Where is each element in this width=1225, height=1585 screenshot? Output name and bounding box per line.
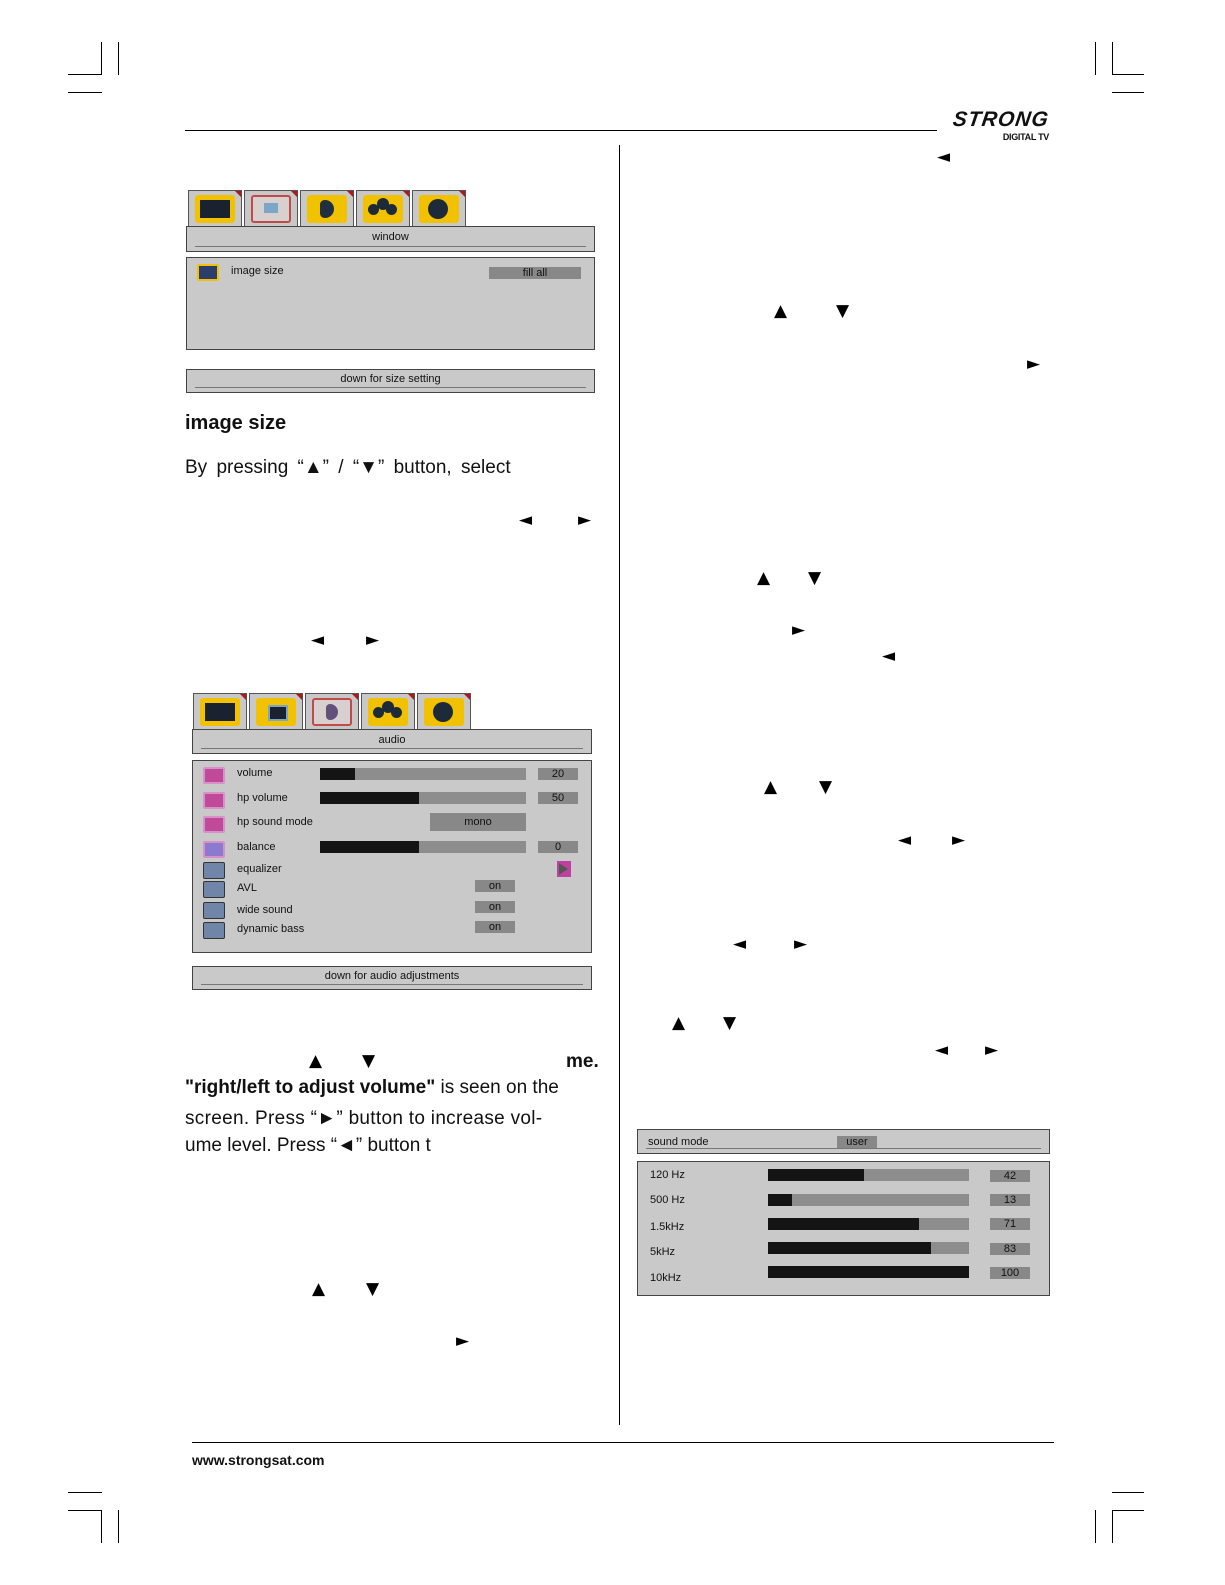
hp-sound-mode-value[interactable]: mono (430, 813, 526, 831)
crop-mark (101, 1510, 102, 1543)
crop-mark (68, 92, 102, 93)
brand-name: STRONG (951, 108, 1051, 131)
dynamic-bass-icon (203, 922, 225, 939)
volume-icon (203, 767, 225, 784)
down-arrow: ▼ (723, 1013, 737, 1033)
text-fragment: me. (566, 1051, 599, 1072)
band-label: 5kHz (650, 1246, 676, 1258)
right-arrow: ► (366, 630, 380, 650)
image-size-icon (197, 264, 219, 281)
band-label: 500 Hz (650, 1194, 685, 1206)
crop-mark (1112, 92, 1144, 93)
hint-bar (186, 369, 595, 393)
avl-icon (203, 881, 225, 898)
equalizer-submenu-arrow-icon[interactable] (557, 861, 571, 877)
tv-icon (195, 195, 235, 223)
left-arrow: ◄ (882, 646, 896, 666)
volume-value: 20 (538, 768, 578, 780)
band-slider[interactable] (768, 1242, 969, 1254)
crop-mark (68, 1510, 102, 1511)
volume-label: volume (237, 767, 273, 779)
up-arrow: ▲ (764, 777, 778, 797)
tab-install[interactable] (417, 693, 471, 729)
volume-instruction-bold: "right/left to adjust volume" (185, 1077, 436, 1098)
resize-icon (256, 698, 296, 726)
right-arrow: ► (456, 1331, 470, 1351)
menu-title: window (372, 231, 409, 243)
tab-picture[interactable] (188, 190, 242, 226)
audio-menu (192, 693, 597, 998)
sound-mode-value[interactable]: user (837, 1136, 877, 1148)
image-size-value[interactable]: fill all (489, 267, 581, 279)
hp-volume-value: 50 (538, 792, 578, 804)
crop-mark (118, 1510, 119, 1543)
crop-mark (1095, 1510, 1096, 1543)
features-icon (368, 698, 408, 726)
right-arrow: ► (792, 620, 806, 640)
crop-mark (1112, 1510, 1113, 1543)
tab-audio[interactable] (300, 190, 354, 226)
column-divider (619, 145, 620, 1425)
down-arrow: ▼ (819, 777, 833, 797)
left-arrow: ◄ (311, 630, 325, 650)
avl-value[interactable]: on (475, 880, 515, 892)
dynamic-bass-value[interactable]: on (475, 921, 515, 933)
tab-window[interactable] (249, 693, 303, 729)
crop-mark (1095, 42, 1096, 75)
tab-features[interactable] (361, 693, 415, 729)
down-arrow: ▼ (836, 301, 850, 321)
band-slider[interactable] (768, 1218, 969, 1230)
band-value: 42 (990, 1170, 1030, 1182)
band-slider[interactable] (768, 1266, 969, 1278)
left-arrow: ◄ (519, 510, 533, 530)
right-arrow: ► (794, 934, 808, 954)
band-value: 71 (990, 1218, 1030, 1230)
section-heading: image size (185, 412, 287, 434)
crop-mark (1112, 42, 1113, 75)
tab-features[interactable] (356, 190, 410, 226)
band-value: 83 (990, 1243, 1030, 1255)
tab-install[interactable] (412, 190, 466, 226)
wide-sound-icon (203, 902, 225, 919)
hp-volume-label: hp volume (237, 792, 288, 804)
brand-subtitle: DIGITAL TV (1002, 132, 1049, 142)
up-arrow: ▲ (312, 1279, 326, 1299)
balance-label: balance (237, 841, 276, 853)
volume-decrease-line: ume level. Press “◄” button t (185, 1135, 431, 1156)
left-arrow: ◄ (898, 830, 912, 850)
volume-instruction-line (185, 1076, 559, 1100)
sound-mode-bar (637, 1129, 1050, 1154)
balance-icon (203, 841, 225, 858)
menu-title: audio (378, 734, 406, 746)
window-menu (186, 190, 601, 400)
crop-mark (68, 1492, 102, 1493)
right-arrow: ► (985, 1040, 999, 1060)
band-label: 10kHz (650, 1272, 682, 1284)
down-arrow: ▼ (808, 568, 822, 588)
image-size-label: image size (231, 265, 284, 277)
menu-title-bar (186, 226, 595, 252)
menu-panel (186, 257, 595, 350)
band-slider[interactable] (768, 1194, 969, 1206)
balance-value: 0 (538, 841, 578, 853)
hp-volume-icon (203, 792, 225, 809)
features-icon (363, 195, 403, 223)
hint-text: down for audio adjustments (324, 970, 460, 982)
crop-mark (68, 74, 102, 75)
band-value: 100 (990, 1267, 1030, 1279)
balance-slider[interactable] (320, 841, 526, 853)
dynamic-bass-label: dynamic bass (237, 923, 305, 935)
hp-sound-mode-icon (203, 816, 225, 833)
left-arrow: ◄ (733, 934, 747, 954)
left-arrow: ◄ (935, 1040, 949, 1060)
tab-audio[interactable] (305, 693, 359, 729)
footer-url[interactable]: www.strongsat.com (192, 1452, 325, 1468)
header-rule (185, 130, 937, 131)
brand-logo (945, 108, 1055, 148)
hint-bar (192, 966, 592, 990)
up-arrow: ▲ (672, 1013, 686, 1033)
menu-title-bar (192, 729, 592, 754)
equalizer-panel (637, 1161, 1050, 1296)
crop-mark (1112, 1510, 1144, 1511)
install-icon (424, 698, 464, 726)
resize-icon (251, 195, 291, 223)
hp-sound-mode-label: hp sound mode (237, 816, 313, 828)
hp-volume-slider[interactable] (320, 792, 526, 804)
volume-instruction-rest: is seen on the (435, 1077, 559, 1098)
volume-increase-line: screen. Press “►” button to increase vol- (185, 1108, 543, 1129)
tv-icon (200, 698, 240, 726)
up-arrow: ▲ (757, 568, 771, 588)
crop-mark (1112, 74, 1144, 75)
right-arrow: ► (952, 830, 966, 850)
audio-panel (192, 760, 592, 953)
footer-rule (192, 1442, 1054, 1443)
down-arrow: ▼ (362, 1051, 376, 1071)
crop-mark (101, 42, 102, 75)
up-arrow: ▲ (309, 1051, 323, 1071)
avl-label: AVL (237, 882, 257, 894)
crop-mark (1112, 1492, 1144, 1493)
equalizer-label: equalizer (237, 863, 282, 875)
down-arrow: ▼ (366, 1279, 380, 1299)
crop-mark (118, 42, 119, 75)
hint-text: down for size setting (340, 373, 441, 385)
sound-mode-menu (637, 1129, 1052, 1299)
right-arrow: ► (1027, 354, 1041, 374)
equalizer-icon (203, 862, 225, 879)
speaker-icon (307, 195, 347, 223)
install-icon (419, 195, 459, 223)
speaker-icon (312, 698, 352, 726)
up-arrow: ▲ (774, 301, 788, 321)
volume-slider[interactable] (320, 768, 526, 780)
paragraph-select: By pressing “▲” / “▼” button, select (185, 457, 511, 478)
right-arrow: ► (578, 510, 592, 530)
band-label: 1.5kHz (650, 1221, 685, 1233)
sound-mode-label: sound mode (648, 1136, 709, 1148)
left-arrow: ◄ (937, 147, 951, 167)
tab-window[interactable] (244, 190, 298, 226)
wide-sound-value[interactable]: on (475, 901, 515, 913)
band-slider[interactable] (768, 1169, 969, 1181)
band-label: 120 Hz (650, 1169, 685, 1181)
band-value: 13 (990, 1194, 1030, 1206)
wide-sound-label: wide sound (237, 904, 293, 916)
tab-picture[interactable] (193, 693, 247, 729)
